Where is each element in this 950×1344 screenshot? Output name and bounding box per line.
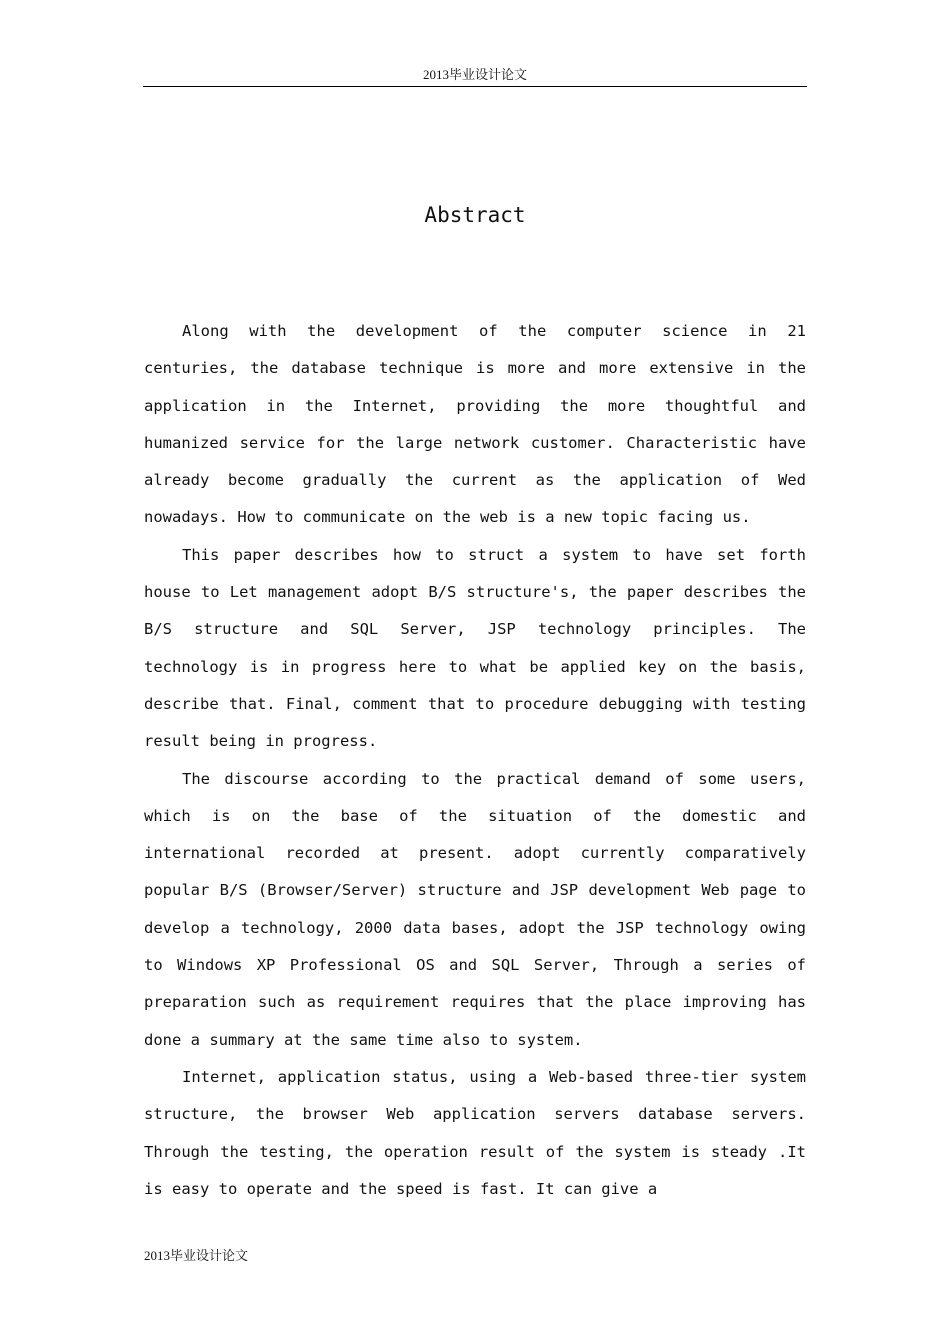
page-header: 2013毕业设计论文 [422,67,527,82]
abstract-paragraph: The discourse according to the practical demand of some users, which is on the base of the situation of the domestic and international recorded at present. adopt currently comparatively popular B/S (Browser/Server) structure and JSP development Web page to develop a technology, 2000 data bases, adopt the JSP technology owing to Windows XP Professional OS and SQL Server, Through a series of preparation such as requirement requires that the place improving has done a summary at the same time also to system. [144,769,806,1049]
abstract-paragraph: Internet, application status, using a Web-based three-tier system structure, the browser Web application servers database servers. Through the testing, the operation result of the system is steady .It is easy to operate and the speed is fast. It can give a [144,1067,806,1198]
abstract-title: Abstract [424,203,526,227]
abstract-paragraph: This paper describes how to struct a system to have set forth house to Let management adopt B/S structure's, the paper describes the B/S structure and SQL Server, JSP technology principles. The technology is in progress here to what be applied key on the basis, describe that. Final, comment that to procedure debugging with testing result being in progress. [144,545,806,751]
header-divider [143,86,807,87]
abstract-paragraph: Along with the development of the computer science in 21 centuries, the database technique is more and more extensive in the application in the Internet, providing the more thoughtful and humanized service for the large network customer. Characteristic have already become gradually the current as the application of Wed nowadays. How to communicate on the web is a new topic facing us. [144,322,806,527]
abstract-body [144,313,806,1208]
page-footer: 2013毕业设计论文 [144,1248,249,1263]
